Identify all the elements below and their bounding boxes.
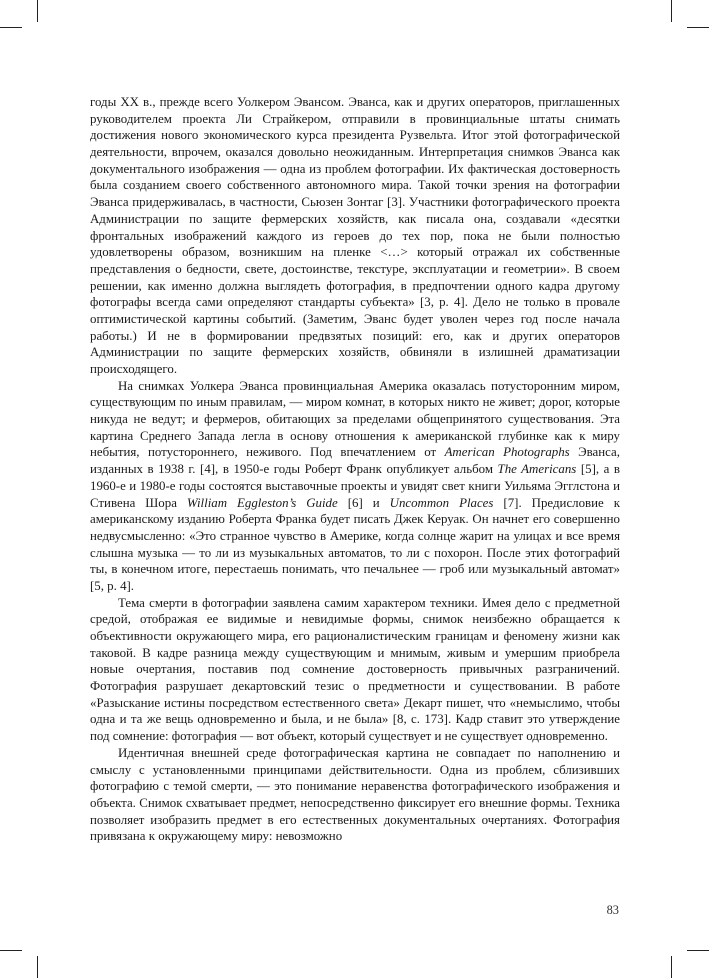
italic-title-run: American Photographs: [444, 445, 570, 460]
body-text: [90, 94, 620, 845]
paragraph: [90, 94, 620, 378]
crop-mark-bottom-left-vertical: [37, 956, 38, 978]
text-run: Тема смерти в фотографии заявлена самим характером техники. Имея дело с предметной средой, отображая ее видимые и невидимые формы, снимок неизбежно обращается к объективности окружающего мира, его рационалистическим границам и феномену жизни как таковой. В кадре разница между существующим и мнимым, живым и умершим приобрела новые очертания, поставив под сомнение достоверность привычных разграничений. Фотография разрушает декартовский тезис о предметности и существовании. В работе «Разыскание истины посредством естественного света» Декарт пишет, что «немыслимо, чтобы одна и та же вещь одновременно и была, и не была» [8, с. 173]. Кадр ставит это утверждение под сомнение: фотография — вот объект, который существует и не существует одновременно.: [90, 595, 620, 744]
crop-mark-bottom-right-vertical: [671, 956, 672, 978]
text-run: Эванса, изданных в 1938 г. [4], в 1950-е годы Роберт Франк опубликует альбом: [90, 445, 620, 477]
paragraph: [90, 745, 620, 845]
crop-mark-top-right-horizontal: [687, 27, 709, 28]
text-run: [7]. Предисловие к американскому изданию Роберта Франка будет писать Джек Керуак. Он начнет его совершенно недвусмысленно: «Это странное чувство в Америке, когда солнце жарит на улицах и все время слышна музыка — то ли из музыкальных автоматов, то ли с похорон. После этих фотографий ты, в конечном итоге, перестаешь понимать, что печальнее — гроб или музыкальный автомат» [5, p. 4].: [90, 495, 621, 593]
crop-mark-bottom-left-horizontal: [0, 950, 22, 951]
italic-title-run: William Eggleston’s Guide: [186, 495, 338, 510]
text-run: [6] и: [337, 495, 390, 510]
crop-mark-top-right-vertical: [671, 0, 672, 22]
text-run: Идентичная внешней среде фотографическая картина не совпадает по наполнению и смыслу с установленными принципами действительности. Одна из проблем, сблизивших фотографию с темой смерти, — это понимание неравенства фотографического изображения и объекта. Снимок схватывает предмет, непосредственно фиксирует его внешние формы. Техника позволяет изобразить предмет в его естественных документальных очертаниях. Фотография привязана к окружающему миру: невозможно: [90, 745, 620, 844]
page-number: 83: [606, 903, 619, 917]
text-run: годы XX в., прежде всего Уолкером Эвансом. Эванса, как и других операторов, приглашенных руководителем проекта Ли Страйкером, отправили в провинциальные штаты снимать достижения нового экономического курса президента Рузвельта. Итог этой фотографической деятельности, впрочем, оказался довольно неожиданным. Интерпретация снимков Эванса как документального изображения — одна из проблем фотографии. Их фактическая достоверность была созданием своего собственного автономного мира. Такой точки зрения на фотографии Эванса придерживалась, в частности, Сьюзен Зонтаг [3]. Участники фотографического проекта Администрации по защите фермерских хозяйств, как писала она, создавали «десятки фронтальных изображений каждого из героев до тех пор, пока не были полностью удовлетворены образом, возникшим на пленке <…> который отражал их собственные представления о бедности, свете, достоинстве, текстуре, эксплуатации и геометрии». В своем решении, как именно должна выглядеть фотография, в предпочтении одного кадра другому фотографы всегда сами определяют стандарты субъекта» [3, p. 4]. Дело не только в провале оптимистической картины событий. (Заметим, Эванс будет уволен через год после начала работы.) И не в формировании предвзятых позиций: его, как и других операторов Администрации по защите фермерских хозяйств, обвиняли в излишней драматизации происходящего.: [90, 95, 620, 376]
crop-mark-top-left-horizontal: [0, 27, 22, 28]
text-run: [5], а в 1960-е и 1980-е годы состоятся выставочные проекты и увидят свет книги Уильяма Эгглстона и Стивена Шора: [90, 462, 620, 510]
paragraph: [90, 595, 620, 745]
italic-title-run: The Americans: [497, 462, 577, 477]
paragraph: [90, 378, 620, 595]
text-run: На снимках Уолкера Эванса провинциальная Америка оказалась потусторонним миром, существующим по иным правилам, — миром комнат, в которых никто не живет; дорог, которые никуда не ведут; и фермеров, обитающих за пределами общепринятого существования. Эта картина Среднего Запада легла в основу отношения к американской глубинке как к миру небытия, потустороннего, неживого. Под впечатлением от: [90, 378, 620, 460]
crop-mark-top-left-vertical: [37, 0, 38, 22]
crop-mark-bottom-right-horizontal: [687, 950, 709, 951]
italic-title-run: Uncommon Places: [389, 495, 494, 510]
